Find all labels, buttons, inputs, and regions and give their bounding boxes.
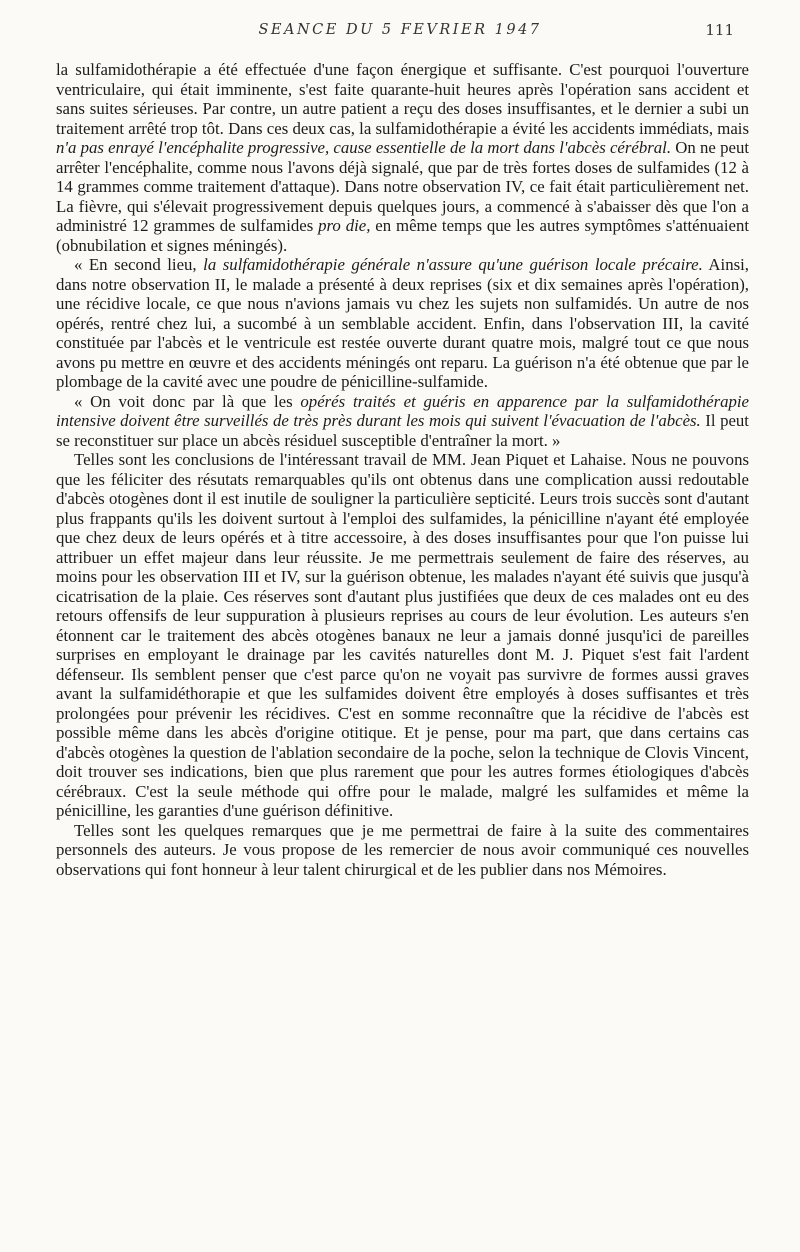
italic-text-run: la sulfamidothérapie générale n'assure qu'une guérison locale précaire. — [203, 255, 703, 274]
paragraph — [56, 255, 749, 392]
italic-text-run: opérés traités et guéris en apparence par la sulfamidothérapie intensive doivent être surveillés de très près durant les mois qui suivent l'évacuation de l'abcès. — [56, 391, 749, 430]
text-run: Telles sont les quelques remarques que je me permettrai de faire à la suite des commentaires personnels des auteurs. Je vous propose de les remercier de nous avoir communiqué ces nouvelles observations qui font honneur à leur talent chirurgical et de les publier dans nos Mémoires. — [56, 820, 749, 879]
text-run: en même temps que les autres symptômes s'atténuaient (obnubilation et signes méningés). — [56, 216, 749, 255]
paragraph — [56, 60, 749, 255]
italic-text-run: pro die, — [318, 216, 371, 235]
text-run: On ne peut arrêter l'encéphalite, comme nous l'avons déjà signalé, que par de très fortes doses de sulfamides (12 à 14 grammes comme traitement d'attaque). Dans notre observation IV, ce fait était particulièrement net. La fièvre, qui s'élevait progressivement depuis quelques jours, a commencé à s'abaisser dès que l'on a administré 12 grammes de sulfamides — [56, 138, 750, 235]
text-run: Ainsi, dans notre observation II, le malade a présenté à deux reprises (six et dix semaines après l'opération), une récidive locale, ce que nous n'avions jamais vu chez les sujets non sulfamidés. Un autre de nos opérés, rentré chez lui, a sucombé à un semblable accident. Enfin, dans l'observation III, la cavité constituée par l'abcès et le ventricule est restée ouverte durant quatre mois, malgré tout ce que nous avons pu mettre en œuvre et des accidents méningés ont reparu. La guérison n'a été obtenue que par le plombage de la cavité avec une poudre de pénicilline-sulfamide. — [56, 255, 749, 391]
text-run: « En second lieu, — [74, 255, 204, 274]
text-run: Telles sont les conclusions de l'intéressant travail de MM. Jean Piquet et Lahaise. Nous ne pouvons que les féliciter des résutats remarquables qu'ils ont obtenus dans une complication aussi redoutable d'abcès otogènes dont il est inutile de souligner la particulière septicité. Leurs trois succès sont d'autant plus frappants qu'ils les doivent surtout à l'emploi des sulfamides, la pénicilline n'ayant été employée que chez deux de leurs opérés et à titre accessoire, à des doses insuffisantes pour que l'on puisse lui attribuer un effet majeur dans leur réussite. Je me permettrais seulement de faire des réserves, au moins pour les observation III et IV, sur la guérison obtenue, les malades n'ayant été suivis que jusqu'à cicatrisation de la plaie. Ces réserves sont d'autant plus justifiées que deux de ces malades ont eu des retours offensifs de leur suppuration à plusieurs reprises au cours de leur évolution. Les auteurs s'en étonnent car le traitement des abcès otogènes banaux ne leur a jamais donné jusqu'ici de pareilles surprises en employant le drainage par les cavités naturelles dont M. J. Piquet s'est fait l'ardent défenseur. Ils semblent penser que c'est parce qu'on ne voyait pas survivre de formes aussi graves avant la sulfamidéthorapie et que les sulfamides doivent être employés à doses suffisantes et très prolongées pour prévenir les récidives. C'est en somme reconnaître que la récidive de l'abcès est possible même dans les abcès d'origine otitique. Et je pense, pour ma part, que dans certains cas d'abcès otogènes la question de l'ablation secondaire de la poche, selon la technique de Clovis Vincent, doit trouver ses indications, bien que plus rarement que pour les autres formes étiologiques d'abcès cérébraux. C'est la seule méthode qui offre pour le malade, malgré les sulfamides et même la pénicilline, les garanties d'une guérison définitive. — [56, 450, 749, 820]
paragraph — [56, 450, 749, 821]
text-run: « On voit donc par là que les — [74, 391, 301, 411]
italic-text-run: n'a pas enrayé l'encéphalite progressive, cause essentielle de la mort dans l'abcès cérébral. — [56, 138, 672, 157]
text-run: la sulfamidothérapie a été effectuée d'une façon énergique et suffisante. C'est pourquoi l'ouverture ventriculaire, qui était imminente, s'est faite quarante-huit heures après l'opération sans accident et sans suites sérieuses. Par contre, un autre patient a reçu des doses insuffisantes, et le dernier a subi un traitement arrêté trop tôt. Dans ces deux cas, la sulfamidothérapie a évité les accidents immédiats, mais — [56, 60, 749, 138]
paragraph — [56, 821, 749, 880]
header-title: SEANCE DU 5 FEVRIER 1947 — [258, 22, 542, 38]
running-header — [40, 16, 760, 42]
body-text — [56, 60, 749, 879]
text-run: Il peut se reconstituer sur place un abcès résiduel susceptible d'entraîner la mort. » — [56, 411, 749, 450]
paragraph — [56, 392, 749, 451]
page-number: 111 — [705, 21, 734, 39]
